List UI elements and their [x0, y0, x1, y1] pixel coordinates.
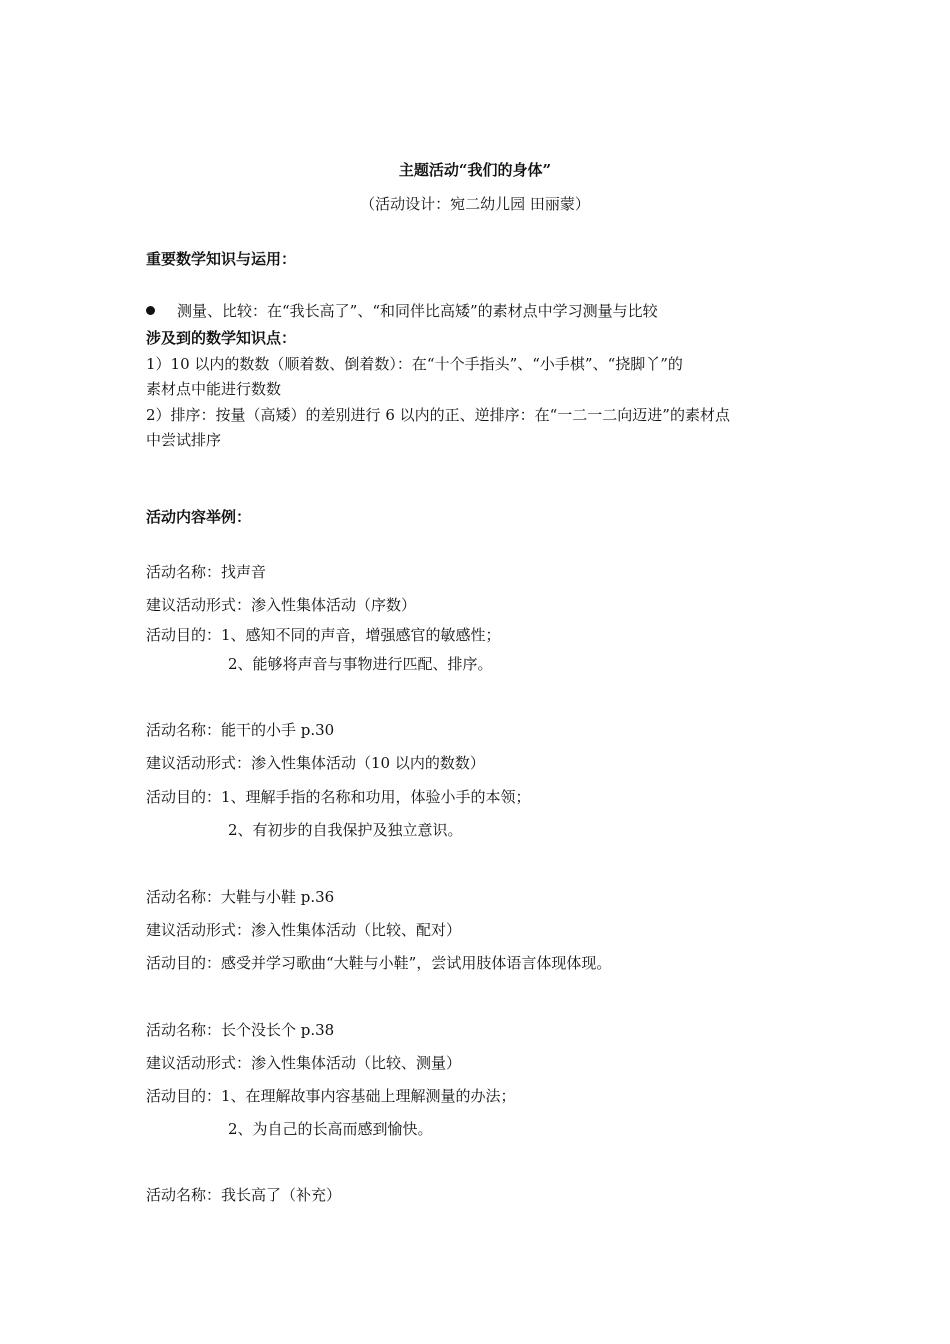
activity-name: 活动名称：大鞋与小鞋 p.36: [146, 888, 335, 906]
activity-name: 活动名称：长个没长个 p.38: [146, 1021, 335, 1039]
activity-form: 建议活动形式：渗入性集体活动（比较、测量）: [146, 1054, 462, 1072]
activity-goal-continued: 2、为自己的长高而感到愉快。: [228, 1120, 433, 1138]
math-point-2-line-2: 中尝试排序: [146, 431, 222, 449]
activity-goal: 活动目的：感受并学习歌曲“大鞋与小鞋”，尝试用肢体语言体现体现。: [146, 954, 612, 972]
activity-goal: 活动目的：1、理解手指的名称和功用，体验小手的本领；: [146, 788, 531, 806]
math-point-2-line-1: 2）排序：按量（高矮）的差别进行 6 以内的正、逆排序：在“一二一二向迈进”的素材点: [146, 406, 730, 424]
activity-goal: 活动目的：1、感知不同的声音，增强感官的敏感性；: [146, 626, 501, 644]
activity-goal-continued: 2、有初步的自我保护及独立意识。: [228, 821, 463, 839]
activity-goal-continued: 2、能够将声音与事物进行匹配、排序。: [228, 655, 493, 673]
activity-form: 建议活动形式：渗入性集体活动（10 以内的数数）: [146, 754, 485, 772]
activities-heading: 活动内容举例：: [146, 508, 252, 526]
bullet-icon: [146, 306, 155, 315]
document-subtitle: （活动设计：宛二幼儿园 田丽蒙）: [360, 195, 590, 213]
activity-name: 活动名称：找声音: [146, 563, 267, 581]
activity-name: 活动名称：我长高了（补充）: [146, 1186, 342, 1204]
math-points-heading: 涉及到的数学知识点：: [146, 329, 297, 347]
math-point-1-line-2: 素材点中能进行数数: [146, 380, 282, 398]
math-bullet-text: 测量、比较：在“我长高了”、“和同伴比高矮”的素材点中学习测量与比较: [177, 302, 658, 320]
activity-name: 活动名称：能干的小手 p.30: [146, 721, 335, 739]
activity-form: 建议活动形式：渗入性集体活动（比较、配对）: [146, 921, 462, 939]
activity-goal: 活动目的：1、在理解故事内容基础上理解测量的办法；: [146, 1087, 516, 1105]
document-title: 主题活动“我们的身体”: [398, 161, 552, 179]
activity-form: 建议活动形式：渗入性集体活动（序数）: [146, 596, 417, 614]
math-point-1-line-1: 1）10 以内的数数（顺着数、倒着数）：在“十个手指头”、“小手棋”、“挠脚丫”的: [146, 355, 683, 373]
math-bullet-item: [146, 301, 658, 321]
math-knowledge-heading: 重要数学知识与运用：: [146, 250, 297, 268]
